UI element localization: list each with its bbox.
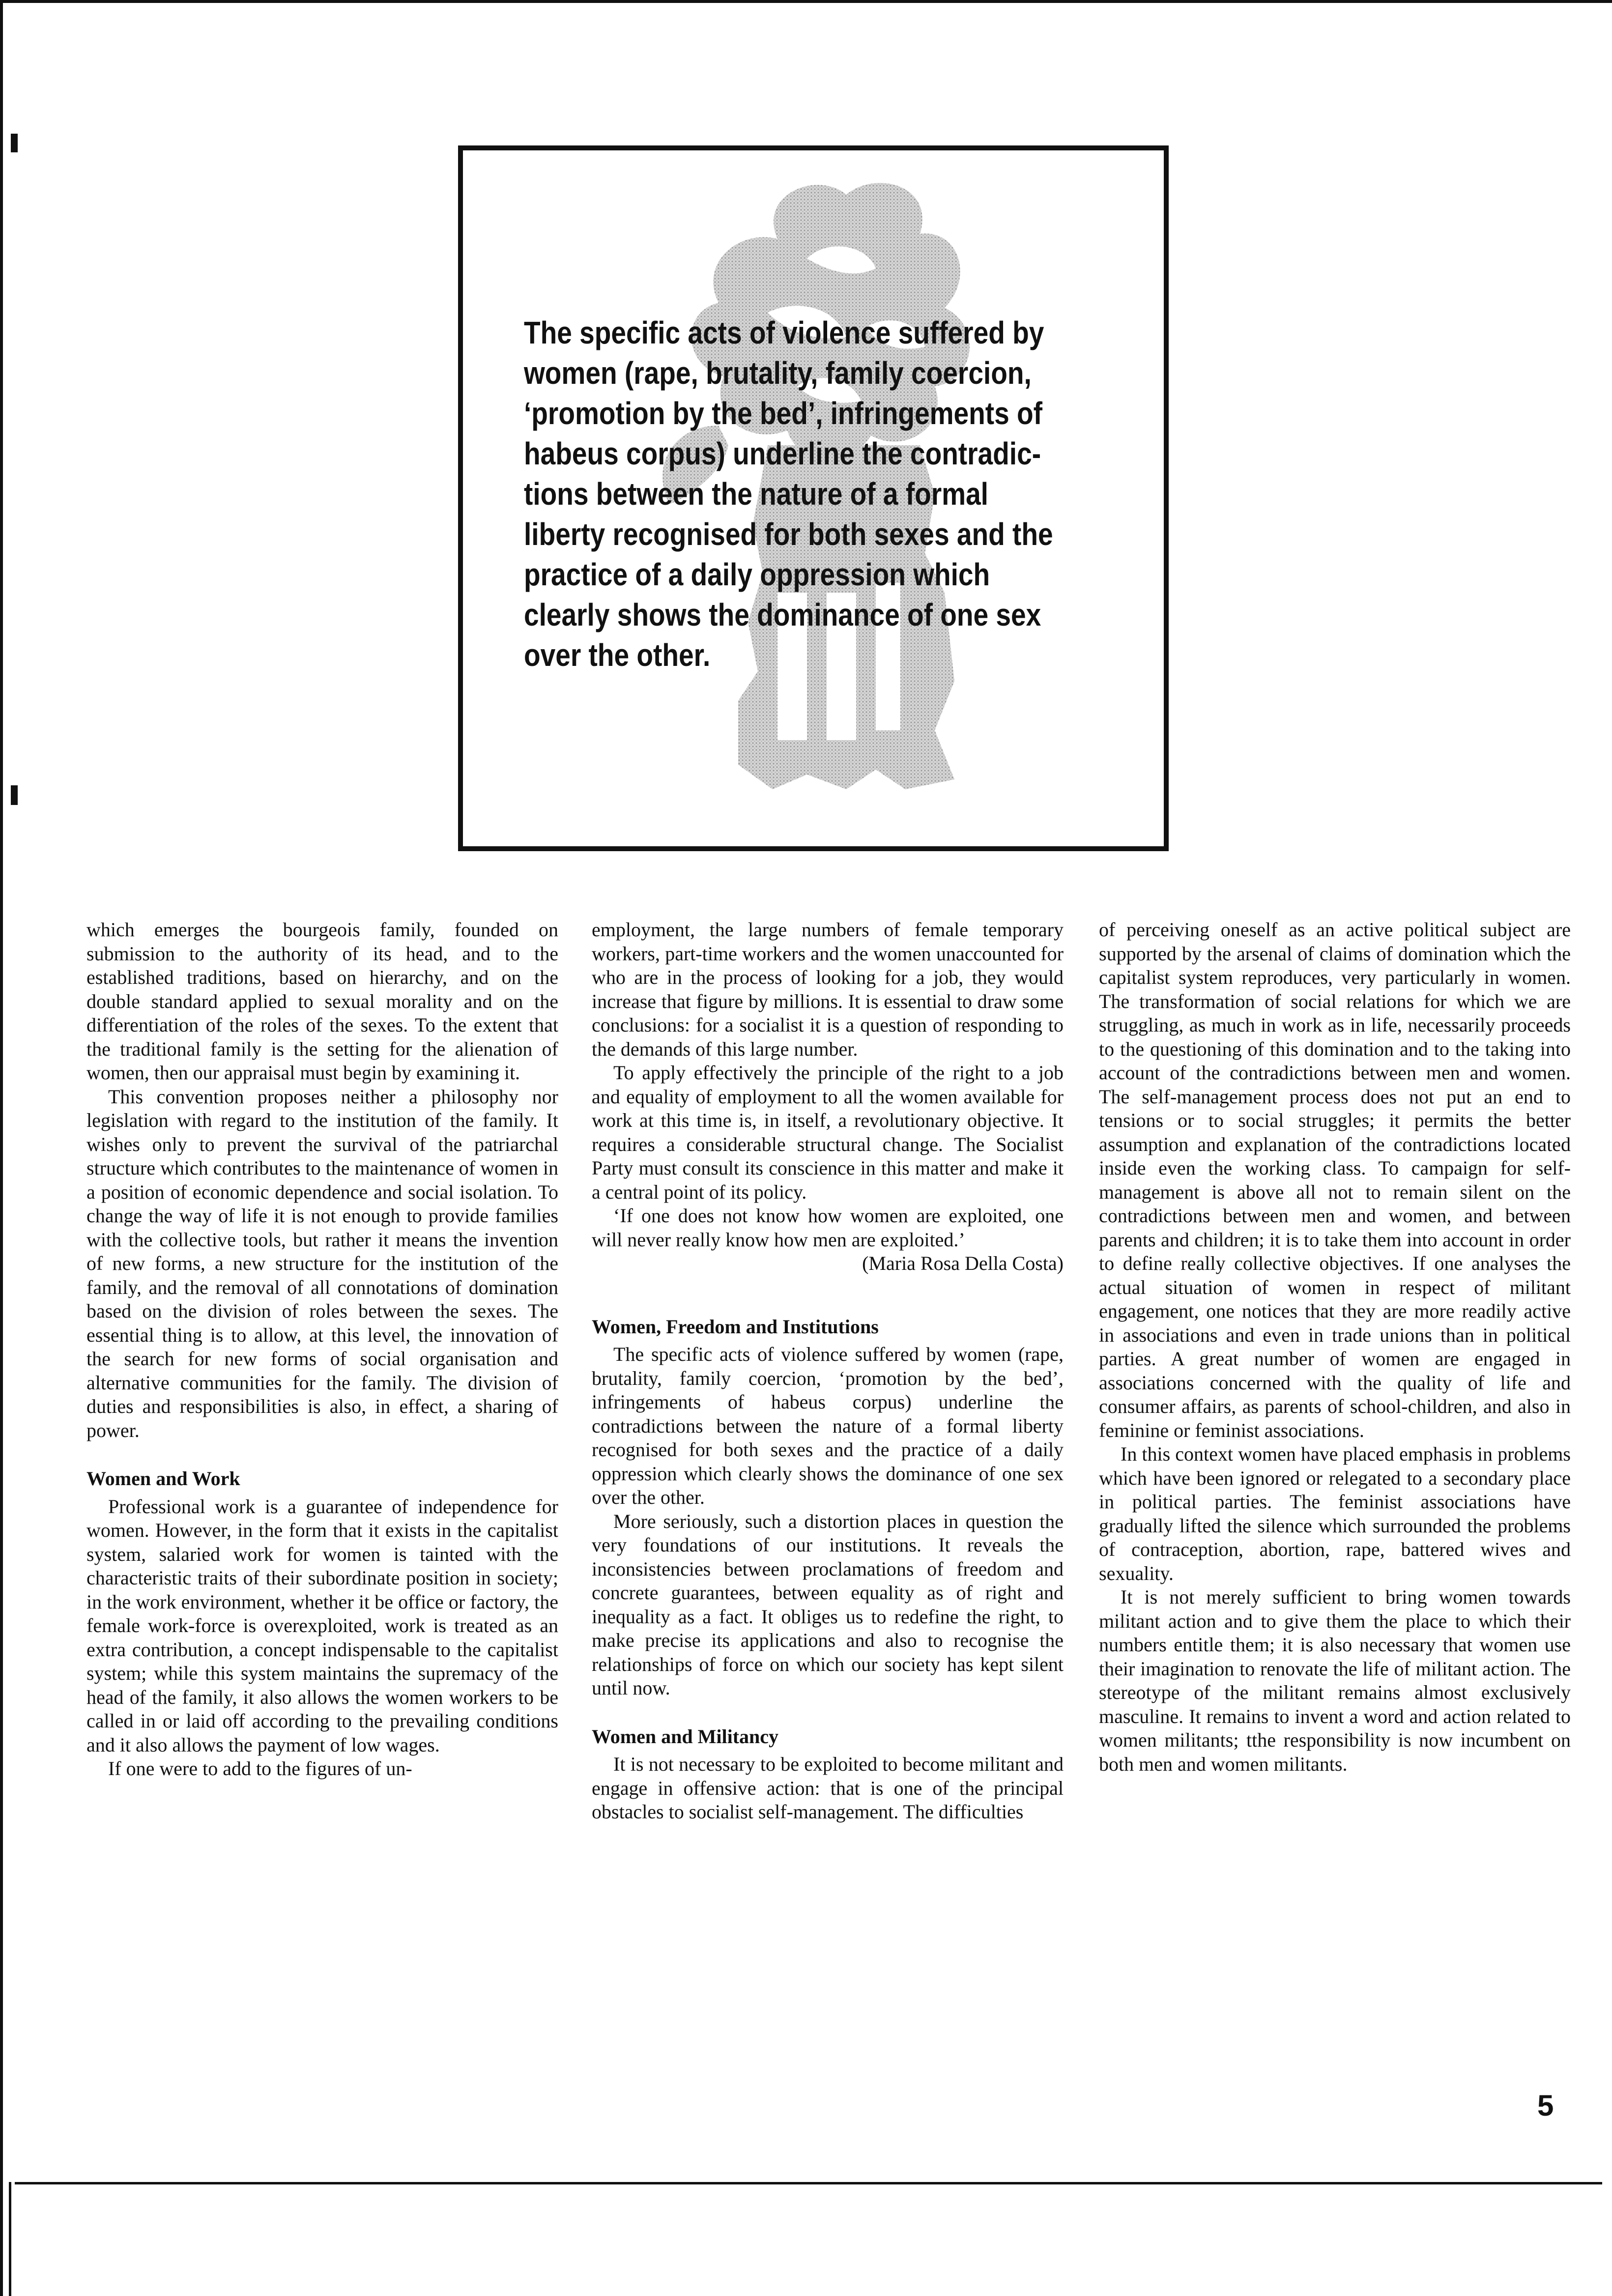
article-column-1 <box>86 918 558 2137</box>
quotation: ‘If one does not know how women are exploited, one will never really know how men are exploited.’ <box>592 1205 1064 1251</box>
paragraph: which emerges the bourgeois family, founded on submission to the authority of its head, and to the established traditions, based on hierarchy, and on the double standard applied to sexual morality and on the differentiation of the roles of the sexes. To the extent that the traditional family is the setting for the alienation of women, then our appraisal must begin by examining it. <box>86 918 558 1084</box>
quotation-attribution: (Maria Rosa Della Costa) <box>862 1252 1064 1274</box>
section-heading-women-and-work: Women and Work <box>86 1467 240 1490</box>
article-column-3 <box>1099 918 1571 2137</box>
paragraph: More seriously, such a distortion places in question the very foundations of our institutions. It reveals the inconsistencies between proclamations of freedom and concrete guarantees, between equality as of right and inequality as a fact. It obliges us to redefine the right, to make precise its applications and also to recognise the relationships of force on which our society has kept silent until now. <box>592 1510 1064 1699</box>
bottom-edge-rule <box>9 2182 11 2296</box>
paragraph: To apply effectively the principle of the right to a job and equality of employment to all the women available for work at this time is, in itself, a revolutionary objective. It requires a considerable structural change. The Socialist Party must consult its conscience in this matter and make it a central point of its policy. <box>592 1062 1064 1203</box>
top-border-rule <box>0 0 1612 3</box>
paragraph: It is not necessary to be exploited to become militant and engage in offensive action: that is one of the principal obstacles to socialist self-management. The difficulties <box>592 1753 1064 1823</box>
paragraph: of perceiving oneself as an active political subject are supported by the arsenal of claims of domination which the capitalist system reproduces, very particularly in women. The transformation of social relations for which we are struggling, as much in work as in life, necessarily proceeds to the questioning of this domination and to the taking into account of the contradictions between men and women. The self-management process does not put an end to tensions or to social struggles; it permits the better assumption and explanation of the contradictions located inside even the working class. To campaign for self-management is above all not to remain silent on the contradictions between men and women, and between parents and children; it is to take them into account in order to define really collective objectives. If one analyses the actual situation of women in respect of militant engagement, one notices that they are more readily active in associations and even in trade unions than in political parties. A great number of women are engaged in associations concerned with the quality of life and consumer affairs, as parents of school-children, and also in feminine or feminist associations. <box>1099 918 1571 1441</box>
section-heading-women-and-militancy: Women and Militancy <box>592 1725 779 1748</box>
pull-quote-text: The specific acts of violence suffered by women (rape, brutality, family coercion, ‘promotion by the bed’, infringements of habeus corpus) underline the contradic-tions between the nature of a formal liberty recognised for both sexes and the practice of a daily oppression which clearly shows the dominance of one sex over the other. <box>524 315 1053 673</box>
paragraph: If one were to add to the figures of un- <box>108 1757 412 1779</box>
paragraph: The specific acts of violence suffered by women (rape, brutality, family coercion, ‘promotion by the bed’, infringements of habeus corpus) underline the contradictions between the nature of a formal liberty recognised for both sexes and the practice of a daily oppression which clearly shows the dominance of one sex over the other. <box>592 1343 1064 1508</box>
page-number: 5 <box>1537 2089 1554 2122</box>
paragraph: It is not merely sufficient to bring women towards militant action and to give them the place to which their numbers entitle them; it is also necessary that women use their imagination to renovate the life of militant action. The stereotype of the militant remains almost exclusively masculine. It remains to invent a word and action related to women militants; tthe responsibility is now incumbent on both men and women militants. <box>1099 1586 1571 1775</box>
paragraph: Professional work is a guarantee of independence for women. However, in the form that it exists in the capitalist system, salaried work for women is tainted with the characteristic traits of their subordinate position in society; in the work environment, whether it be office or factory, the female work-force is overexploited, work is treated as an extra contribution, a concept indispensable to the capitalist system; while this system maintains the supremacy of the head of the family, it also allows the women workers to be called in or laid off according to the prevailing conditions and it also allows the payment of low wages. <box>86 1495 558 1756</box>
left-border-rule <box>0 0 3 2296</box>
paragraph: employment, the large numbers of female temporary workers, part-time workers and the women unaccounted for who are in the process of looking for a job, they would increase that figure by millions. It is essential to draw some conclusions: for a socialist it is a question of responding to the demands of this large number. <box>592 918 1064 1060</box>
bottom-rule <box>15 2182 1602 2184</box>
pull-quote-box <box>458 145 1169 851</box>
edge-mark <box>11 134 18 152</box>
edge-mark <box>11 785 18 805</box>
paragraph: In this context women have placed emphasis in problems which have been ignored or relegated to a secondary place in political parties. The feminist associations have gradually lifted the silence which surrounded the problems of contraception, abortion, rape, battered wives and sexuality. <box>1099 1443 1571 1584</box>
section-heading-women-freedom-institutions: Women, Freedom and Institutions <box>592 1315 879 1338</box>
paragraph: This convention proposes neither a philosophy nor legislation with regard to the institution of the family. It wishes only to prevent the survival of the patriarchal structure which contributes to the maintenance of women in a position of economic dependence and social isolation. To change the way of life it is not enough to provide families with the collective tools, but rather it means the invention of new forms, a new structure for the institution of the family, and the removal of all connotations of domination based on the division of roles between the sexes. The essential thing is to allow, at this level, the innovation of the search for new forms of social organisation and alternative communities for the family. The division of duties and responsibilities is also, in effect, a sharing of power. <box>86 1085 558 1441</box>
article-column-2 <box>592 918 1064 2137</box>
